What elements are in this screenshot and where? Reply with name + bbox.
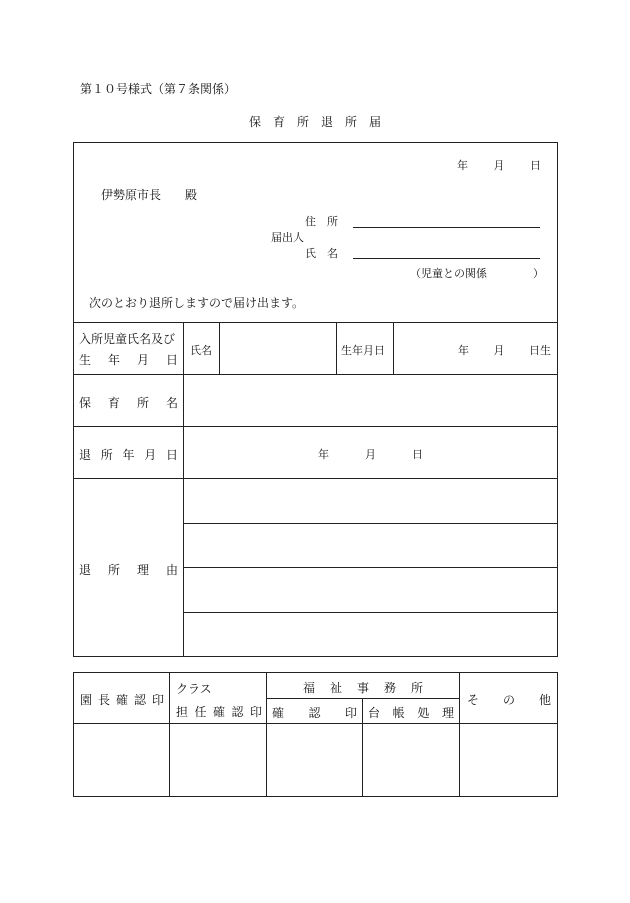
other-label	[467, 691, 551, 708]
ledger-stamp-cell[interactable]	[363, 724, 459, 796]
child-label-dob	[79, 351, 178, 368]
char: 他	[538, 693, 551, 707]
char: 認	[133, 693, 146, 707]
char: 由	[165, 563, 178, 577]
name-field[interactable]	[353, 258, 540, 259]
teacher-stamp-cell[interactable]	[170, 724, 266, 796]
char: 理	[136, 563, 149, 577]
char: 保	[79, 396, 92, 410]
principal-label	[80, 691, 164, 708]
page-title: 保 育 所 退 所 届	[248, 115, 381, 129]
withdraw-year: 年	[318, 448, 329, 461]
char: 所	[136, 396, 149, 410]
char: 所	[100, 448, 113, 462]
relation-close: ）	[533, 267, 544, 280]
addressee: 伊勢原市長 殿	[101, 188, 198, 202]
char: 理	[441, 706, 454, 720]
char: 月	[136, 353, 149, 367]
form-number: 第１０号様式（第７条関係）	[80, 82, 237, 96]
char: 認	[308, 706, 321, 720]
welfare-office-label	[303, 679, 423, 696]
address-label: 住 所	[305, 215, 338, 228]
char: 退	[79, 448, 92, 462]
date-month: 月	[493, 159, 505, 172]
child-name-field[interactable]	[220, 323, 335, 373]
char: 所	[410, 681, 423, 695]
confirm-label	[272, 704, 357, 721]
nursery-label	[79, 394, 178, 411]
withdraw-date-value[interactable]	[318, 446, 423, 462]
rule	[73, 426, 558, 427]
char: 日	[165, 353, 178, 367]
reason-line-4[interactable]	[184, 613, 557, 656]
reason-label	[79, 561, 178, 578]
nursery-field[interactable]	[184, 375, 557, 425]
teacher-label	[176, 703, 262, 720]
statement: 次のとおり退所しますので届け出ます。	[89, 296, 305, 310]
reason-line-3[interactable]	[184, 568, 557, 611]
ledger-label	[368, 704, 454, 721]
principal-stamp-cell[interactable]	[74, 724, 169, 796]
char: 祉	[329, 681, 342, 695]
rule	[393, 322, 394, 374]
address-field[interactable]	[353, 227, 540, 228]
date-day: 日	[530, 159, 541, 172]
char: 確	[272, 706, 285, 720]
reason-line-2[interactable]	[184, 524, 557, 566]
char: 帳	[392, 706, 405, 720]
char: 退	[79, 563, 92, 577]
char: そ	[467, 693, 480, 707]
char: 処	[417, 706, 430, 720]
char: 認	[231, 705, 244, 719]
char: 園	[80, 693, 93, 707]
char: 印	[249, 705, 262, 719]
date-line	[457, 157, 541, 173]
char: 年	[122, 448, 135, 462]
date-year: 年	[457, 159, 468, 172]
notifier-label: 届出人	[271, 231, 304, 244]
char: 長	[97, 693, 110, 707]
name-col-label: 氏名	[190, 344, 212, 357]
birth-value	[458, 342, 551, 358]
name-label: 氏 名	[305, 247, 338, 260]
char: 印	[344, 706, 357, 720]
char: 名	[165, 396, 178, 410]
relation-open: （児童との関係	[410, 267, 487, 280]
other-cell[interactable]	[460, 724, 557, 796]
char: 確	[212, 705, 225, 719]
class-label: クラス	[176, 682, 212, 696]
char: 務	[383, 681, 396, 695]
child-label: 入所児童氏名及び	[79, 332, 176, 346]
confirm-stamp-cell[interactable]	[267, 724, 362, 796]
char: 育	[107, 396, 120, 410]
char: 所	[107, 563, 120, 577]
withdraw-date-label	[79, 446, 178, 463]
char: 確	[115, 693, 128, 707]
char: 月	[144, 448, 157, 462]
withdraw-month: 月	[365, 448, 376, 461]
char: 福	[303, 681, 316, 695]
char: 印	[151, 693, 164, 707]
char: 担	[176, 705, 189, 719]
reason-line-1[interactable]	[184, 479, 557, 522]
char: 年	[107, 353, 120, 367]
birth-day: 日生	[529, 344, 551, 357]
char: 生	[79, 353, 92, 367]
withdraw-day: 日	[412, 448, 423, 461]
char: 任	[194, 705, 207, 719]
birth-col-label: 生年月日	[341, 344, 385, 357]
char: の	[502, 693, 515, 707]
char: 日	[165, 448, 178, 462]
birth-month: 月	[493, 344, 505, 357]
rule	[336, 322, 337, 374]
char: 台	[368, 706, 381, 720]
birth-year: 年	[458, 344, 469, 357]
char: 事	[356, 681, 369, 695]
